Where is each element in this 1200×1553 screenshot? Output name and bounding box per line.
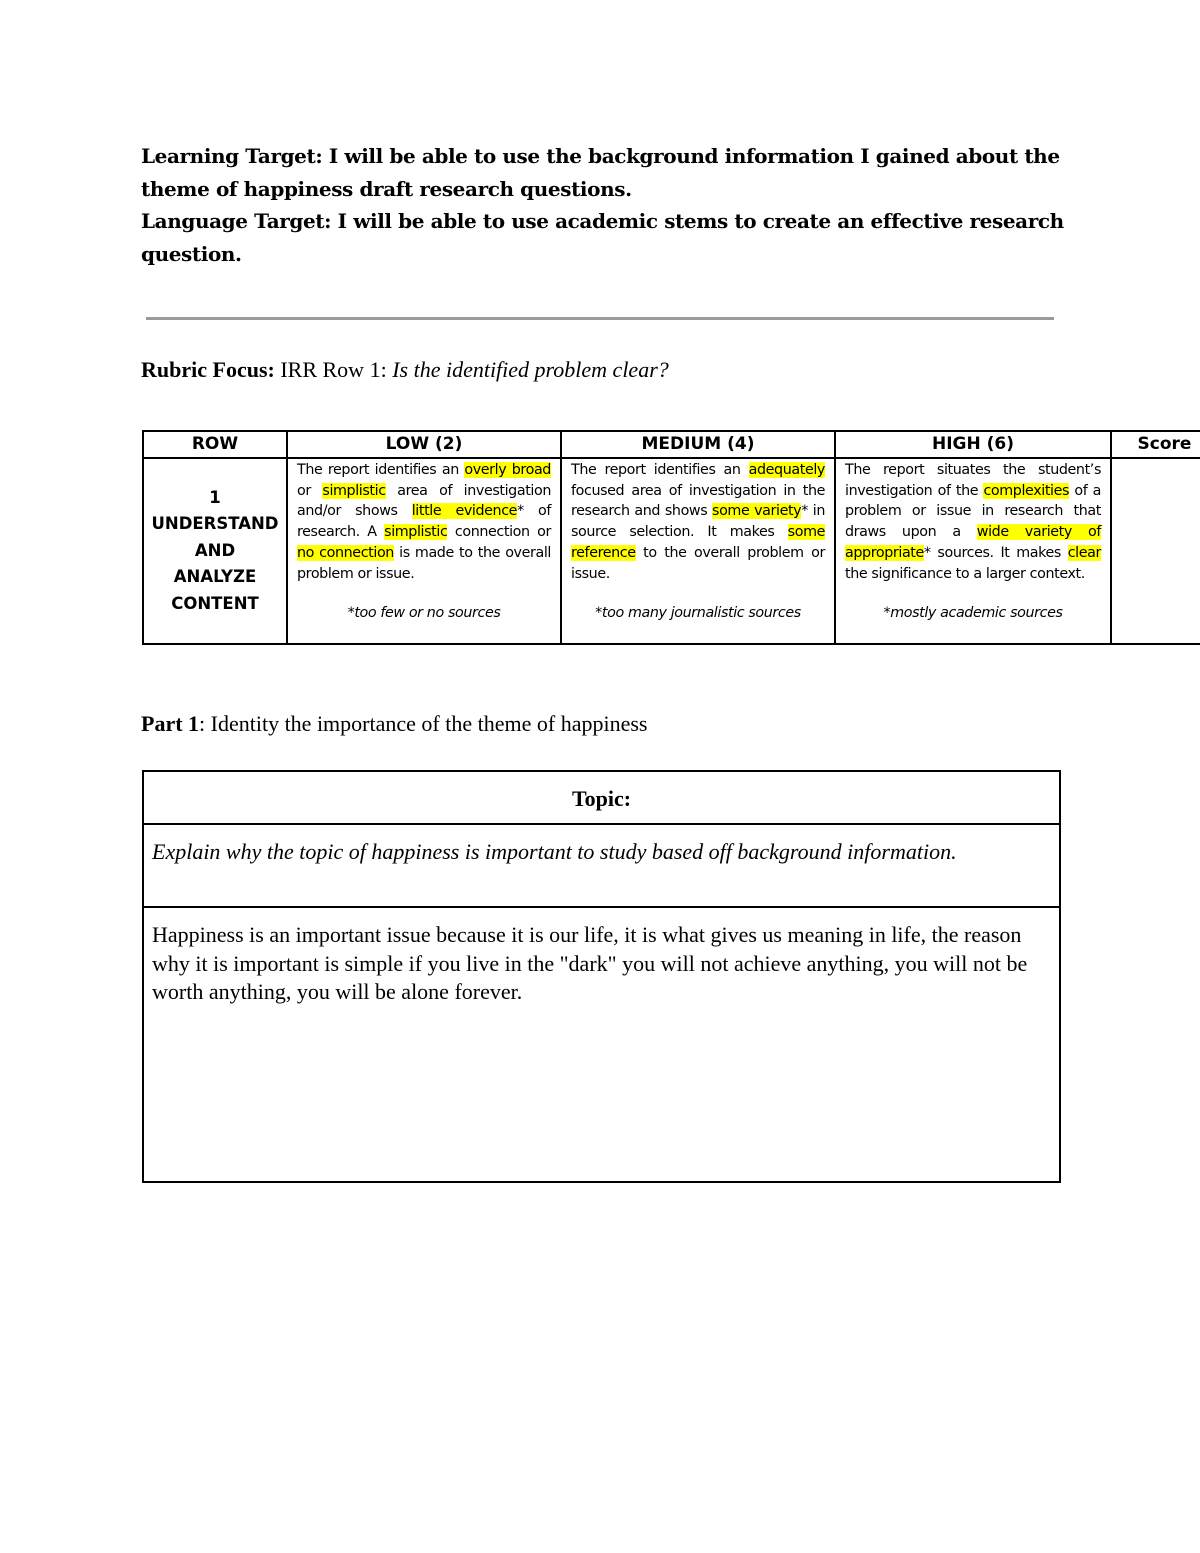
rubric-row [143, 458, 1200, 644]
rubric-table [142, 430, 1200, 645]
header-score: Score [1111, 431, 1200, 458]
part1-label: Part 1 [141, 711, 200, 736]
topic-prompt: Explain why the topic of happiness is important to study based off background information. [144, 825, 1059, 908]
topic-heading: Topic: [144, 772, 1059, 825]
highlighted-text: complexities [983, 482, 1070, 499]
language-target: Language Target: I will be able to use academic stems to create an effective research question. [141, 209, 1064, 266]
part1-text: : Identity the importance of the theme of happiness [199, 711, 648, 736]
description-text: connection or [447, 524, 551, 541]
row-label-number: 1 [209, 487, 221, 507]
description-text: The report situates the student’s investigation of the [845, 462, 1101, 499]
header-row: ROW [143, 431, 287, 458]
score-cell[interactable] [1111, 458, 1200, 644]
description-text: is made to the overall problem or issue. [297, 544, 551, 582]
low-description [297, 460, 551, 584]
highlighted-text: adequately [748, 462, 825, 478]
highlighted-text: clear [1067, 544, 1101, 561]
highlighted-text: some reference [571, 524, 825, 561]
highlighted-text: wide variety of appropriate [845, 524, 1101, 561]
description-text: focused area of investigation in the research and shows [571, 482, 825, 520]
description-text: or [297, 482, 323, 499]
highlighted-text: overly broad [464, 462, 551, 478]
description-text: The report identifies an [571, 462, 749, 478]
row-label-cell [143, 458, 287, 644]
row-label-line: AND [194, 540, 236, 560]
rubric-focus [141, 354, 669, 386]
high-cell [835, 458, 1111, 644]
description-text: to the overall problem or issue. [571, 544, 825, 582]
highlighted-text: some variety [712, 503, 802, 520]
row-label-line: ANALYZE [173, 567, 257, 587]
topic-box [142, 770, 1061, 1183]
low-note: *too few or no sources [347, 605, 501, 622]
low-cell [287, 458, 561, 644]
description-text: area of investigation and/or shows [297, 482, 551, 520]
description-text: of a problem or issue in research that draws upon a [845, 482, 1101, 541]
horizontal-rule [146, 317, 1054, 320]
highlighted-text: little evidence [411, 503, 518, 520]
high-note: *mostly academic sources [883, 605, 1063, 622]
description-text: The report identifies an [297, 462, 465, 478]
rubric-focus-text: IRR Row 1: [274, 357, 393, 382]
description-text: * in source selection. It makes [571, 503, 825, 541]
high-description [845, 460, 1101, 584]
description-text: the significance to a larger context. [845, 565, 1085, 582]
learning-target: Learning Target: I will be able to use the background information I gained about the theme of happiness draft research questions. [141, 144, 1060, 201]
description-text: * sources. It makes [923, 544, 1068, 561]
highlighted-text: simplistic [322, 482, 386, 499]
rubric-focus-question: Is the identified problem clear? [392, 357, 669, 382]
rubric-focus-label: Rubric Focus: [141, 357, 275, 382]
description-text: * of research. A [297, 503, 551, 541]
medium-cell [561, 458, 835, 644]
header-low: LOW (2) [287, 431, 561, 458]
highlighted-text: simplistic [384, 524, 448, 541]
header-medium: MEDIUM (4) [561, 431, 835, 458]
targets-section [141, 140, 1071, 270]
highlighted-text: no connection [297, 544, 394, 561]
rubric-header-row [143, 431, 1200, 458]
part1-heading [141, 708, 647, 740]
medium-description [571, 460, 825, 584]
medium-note: *too many journalistic sources [595, 605, 801, 622]
topic-answer[interactable]: Happiness is an important issue because it is our life, it is what gives us meaning in life, the reason why it is important is simple if you live in the "dark" you will not achieve anything, you will not be worth anything, you will be alone forever. [152, 922, 1028, 1004]
header-high: HIGH (6) [835, 431, 1111, 458]
row-label-line: CONTENT [171, 593, 259, 613]
row-label-line: UNDERSTAND [151, 514, 279, 534]
